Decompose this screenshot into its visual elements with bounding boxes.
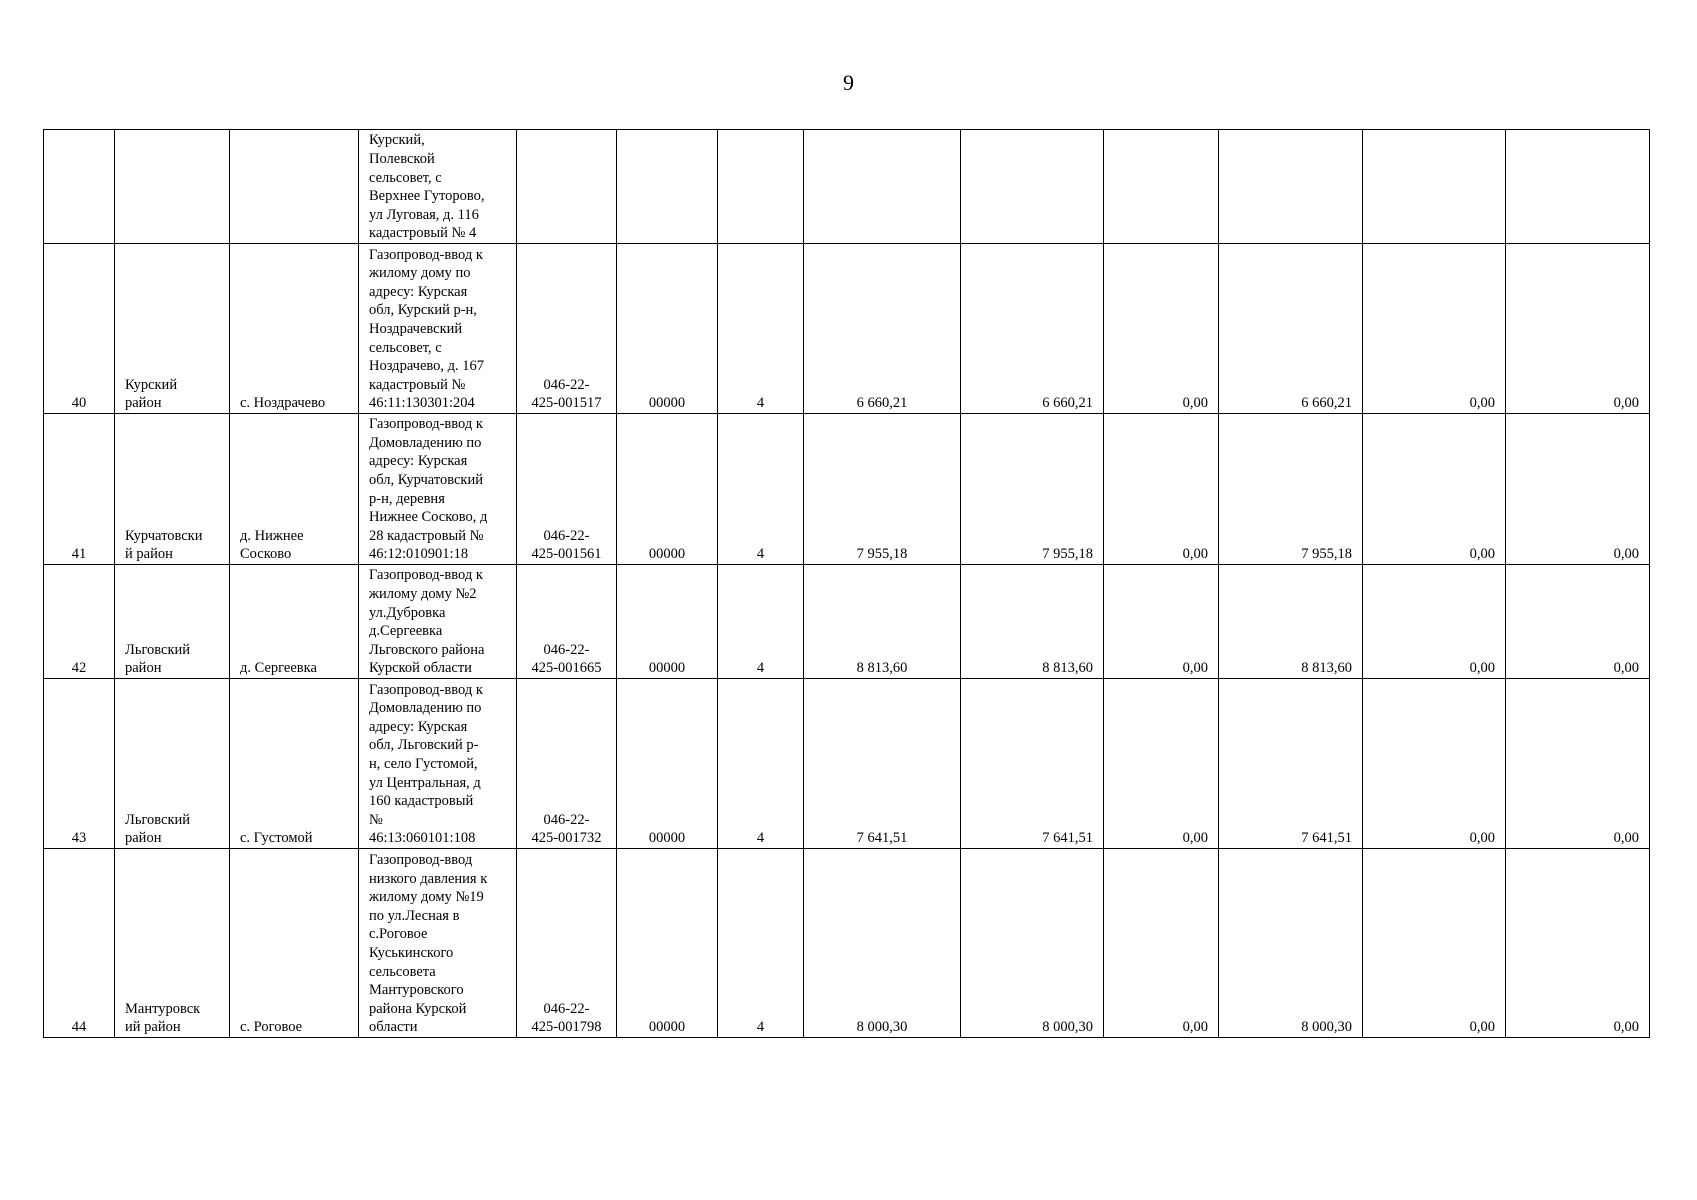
value-3-cell: 0,00: [1104, 414, 1219, 565]
locality-cell: с. Ноздрачево: [230, 244, 359, 414]
value-5-cell: 0,00: [1363, 679, 1506, 849]
table-row: [44, 849, 1650, 1038]
row-number-cell: [44, 130, 115, 244]
locality-cell: с. Густомой: [230, 679, 359, 849]
value-6-cell: 0,00: [1506, 414, 1650, 565]
district-cell: [115, 130, 230, 244]
value-6-cell: 0,00: [1506, 244, 1650, 414]
value-3-cell: 0,00: [1104, 244, 1219, 414]
row-number-cell: 40: [44, 244, 115, 414]
value-2-cell: 7 641,51: [961, 679, 1104, 849]
locality-cell: д. Нижнее Сосково: [230, 414, 359, 565]
object-name-cell: Газопровод-ввод к жилому дому по адресу: Курская обл, Курский р-н, Ноздрачевский сельсовет, с Ноздрачево, д. 167 кадастровый № 46:11:130301:204: [359, 244, 517, 414]
value-1-cell: 7 955,18: [804, 414, 961, 565]
value-4-cell: 6 660,21: [1219, 244, 1363, 414]
table-row: [44, 679, 1650, 849]
value-4-cell: 7 955,18: [1219, 414, 1363, 565]
value-1-cell: 8 813,60: [804, 565, 961, 679]
value-1-cell: 8 000,30: [804, 849, 961, 1038]
value-6-cell: 0,00: [1506, 679, 1650, 849]
code-cell: 00000: [617, 849, 718, 1038]
table-row: [44, 414, 1650, 565]
inventory-number-cell: 046-22- 425-001665: [517, 565, 617, 679]
object-name-cell: Газопровод-ввод к Домовладению по адресу: Курская обл, Курчатовский р-н, деревня Нижнее Сосково, д 28 кадастровый № 46:12:010901:18: [359, 414, 517, 565]
inventory-number-cell: [517, 130, 617, 244]
code-cell: 00000: [617, 679, 718, 849]
value-4-cell: [1219, 130, 1363, 244]
value-6-cell: 0,00: [1506, 565, 1650, 679]
table-row: [44, 130, 1650, 244]
row-number-cell: 41: [44, 414, 115, 565]
value-1-cell: 6 660,21: [804, 244, 961, 414]
value-3-cell: 0,00: [1104, 849, 1219, 1038]
table-body: [44, 130, 1650, 1038]
value-4-cell: 7 641,51: [1219, 679, 1363, 849]
district-cell: Курчатовски й район: [115, 414, 230, 565]
value-4-cell: 8 813,60: [1219, 565, 1363, 679]
value-3-cell: 0,00: [1104, 679, 1219, 849]
group-cell: 4: [718, 244, 804, 414]
row-number-cell: 43: [44, 679, 115, 849]
inventory-number-cell: 046-22- 425-001561: [517, 414, 617, 565]
value-5-cell: 0,00: [1363, 244, 1506, 414]
district-cell: Льговский район: [115, 679, 230, 849]
inventory-number-cell: 046-22- 425-001517: [517, 244, 617, 414]
code-cell: [617, 130, 718, 244]
value-1-cell: 7 641,51: [804, 679, 961, 849]
locality-cell: д. Сергеевка: [230, 565, 359, 679]
code-cell: 00000: [617, 244, 718, 414]
value-3-cell: 0,00: [1104, 565, 1219, 679]
value-5-cell: 0,00: [1363, 414, 1506, 565]
group-cell: 4: [718, 414, 804, 565]
district-cell: Мантуровск ий район: [115, 849, 230, 1038]
value-2-cell: 7 955,18: [961, 414, 1104, 565]
value-2-cell: 6 660,21: [961, 244, 1104, 414]
locality-cell: [230, 130, 359, 244]
code-cell: 00000: [617, 414, 718, 565]
value-6-cell: [1506, 130, 1650, 244]
group-cell: [718, 130, 804, 244]
value-1-cell: [804, 130, 961, 244]
code-cell: 00000: [617, 565, 718, 679]
table-row: [44, 565, 1650, 679]
district-cell: Льговский район: [115, 565, 230, 679]
value-4-cell: 8 000,30: [1219, 849, 1363, 1038]
district-cell: Курский район: [115, 244, 230, 414]
object-name-cell: Газопровод-ввод низкого давления к жилому дому №19 по ул.Лесная в с.Роговое Куськинского сельсовета Мантуровского района Курской области: [359, 849, 517, 1038]
value-2-cell: 8 000,30: [961, 849, 1104, 1038]
object-name-cell: Газопровод-ввод к жилому дому №2 ул.Дубровка д.Сергеевка Льговского района Курской области: [359, 565, 517, 679]
value-3-cell: [1104, 130, 1219, 244]
group-cell: 4: [718, 565, 804, 679]
group-cell: 4: [718, 679, 804, 849]
group-cell: 4: [718, 849, 804, 1038]
value-5-cell: 0,00: [1363, 849, 1506, 1038]
property-register-table: [43, 129, 1650, 1038]
object-name-cell: Газопровод-ввод к Домовладению по адресу: Курская обл, Льговский р- н, село Густомой, ул Центральная, д 160 кадастровый № 46:13:060101:108: [359, 679, 517, 849]
table-row: [44, 244, 1650, 414]
row-number-cell: 42: [44, 565, 115, 679]
value-2-cell: [961, 130, 1104, 244]
inventory-number-cell: 046-22- 425-001732: [517, 679, 617, 849]
row-number-cell: 44: [44, 849, 115, 1038]
value-5-cell: 0,00: [1363, 565, 1506, 679]
page-number: 9: [843, 70, 854, 95]
value-5-cell: [1363, 130, 1506, 244]
value-6-cell: 0,00: [1506, 849, 1650, 1038]
inventory-number-cell: 046-22- 425-001798: [517, 849, 617, 1038]
value-2-cell: 8 813,60: [961, 565, 1104, 679]
object-name-cell: Курский, Полевской сельсовет, с Верхнее Гуторово, ул Луговая, д. 116 кадастровый № 4: [359, 130, 517, 244]
locality-cell: с. Роговое: [230, 849, 359, 1038]
